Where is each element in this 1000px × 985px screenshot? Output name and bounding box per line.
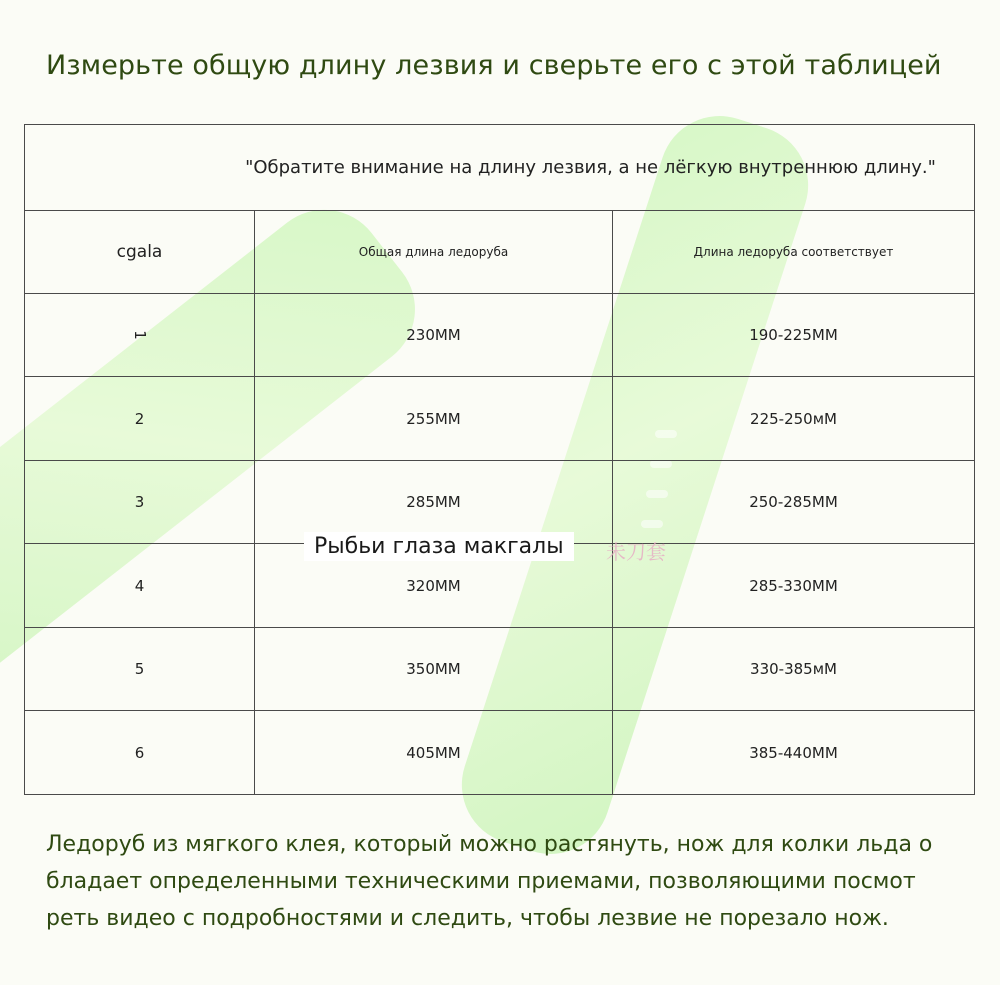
fits-cell: 285-330MM [613, 544, 975, 627]
fits-cell: 190-225MM [613, 293, 975, 376]
table-row [25, 377, 975, 460]
total-length-cell: 255MM [255, 377, 613, 460]
size-cell: 5 [25, 627, 255, 710]
note-cell [25, 125, 975, 211]
size-cell: 6 [25, 711, 255, 795]
size-chart-table [24, 124, 975, 795]
note-row [25, 125, 975, 211]
table-row [25, 711, 975, 795]
total-length-cell: 230MM [255, 293, 613, 376]
total-length-cell: 285MM [255, 460, 613, 543]
total-length-cell: 405MM [255, 711, 613, 795]
description-line: бладает определенными техническими приемами, позволяющими посмот [46, 869, 916, 894]
description-line: реть видео с подробностями и следить, чтобы лезвие не порезало нож. [46, 906, 889, 931]
page-title: Измерьте общую длину лезвия и сверьте его с этой таблицей [46, 50, 942, 81]
fits-cell: 225-250мM [613, 377, 975, 460]
size-cell: 2 [25, 377, 255, 460]
table-row [25, 627, 975, 710]
description-text [46, 826, 966, 937]
size-cell: 4 [25, 544, 255, 627]
description-line: Ледоруб из мягкого клея, который можно растянуть, нож для колки льда о [46, 832, 933, 857]
table-header-row [25, 210, 975, 293]
header-total-length: Общая длина ледоруба [255, 210, 613, 293]
note-text: "Обратите внимание на длину лезвия, а не лёгкую внутреннюю длину." [245, 156, 936, 178]
header-size: cgala [25, 210, 255, 293]
size-cell: 1 [25, 293, 255, 376]
product-label: Рыбьи глаза макгалы [304, 532, 574, 561]
total-length-cell: 350MM [255, 627, 613, 710]
header-matches: Длина ледоруба соответствует [613, 210, 975, 293]
fits-cell: 250-285MM [613, 460, 975, 543]
fits-cell: 330-385мM [613, 627, 975, 710]
table-row [25, 293, 975, 376]
fits-cell: 385-440MM [613, 711, 975, 795]
size-cell: 3 [25, 460, 255, 543]
total-length-cell: 320MM [255, 544, 613, 627]
watermark: 未刀套 [606, 540, 666, 564]
